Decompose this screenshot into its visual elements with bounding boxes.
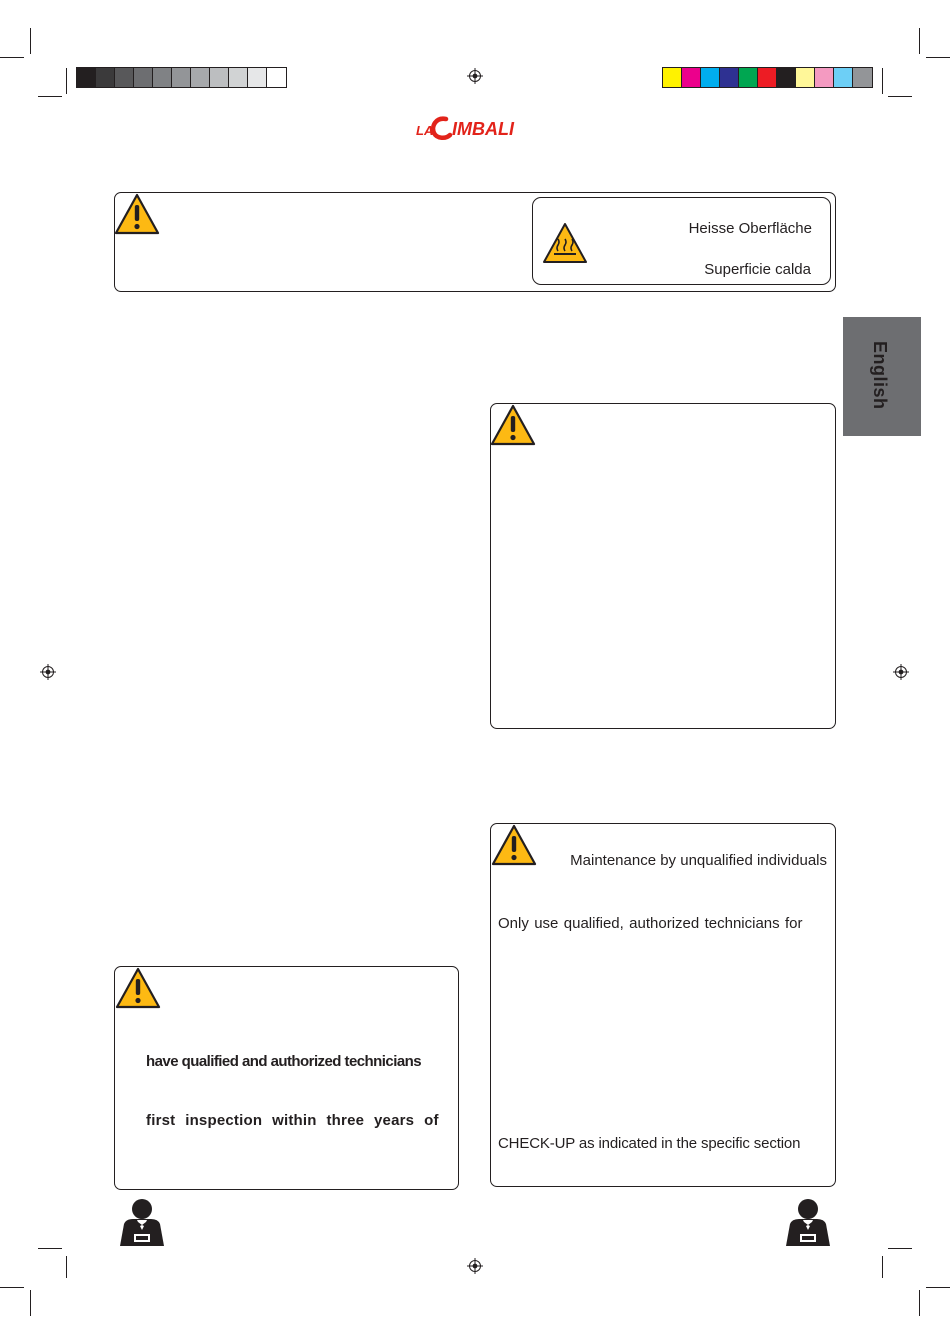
crop-mark	[38, 96, 62, 97]
hot-surface-label-it: Superficie calda	[704, 261, 811, 278]
inspection-warning-line-2: first inspection within three years of	[146, 1112, 439, 1129]
warning-triangle-icon	[115, 967, 161, 1009]
crop-mark	[882, 68, 883, 94]
crop-mark	[926, 1287, 950, 1288]
calibration-swatch	[191, 68, 210, 87]
language-tab[interactable]	[843, 317, 921, 436]
calibration-swatch	[682, 68, 701, 87]
calibration-swatch	[210, 68, 229, 87]
calibration-swatch	[77, 68, 96, 87]
crop-mark	[888, 1248, 912, 1249]
crop-mark	[919, 1290, 920, 1316]
lacimbali-logo	[416, 112, 536, 142]
registration-mark-icon	[893, 664, 909, 680]
calibration-swatch	[172, 68, 191, 87]
calibration-swatch	[815, 68, 834, 87]
calibration-swatch	[229, 68, 248, 87]
calibration-swatch	[153, 68, 172, 87]
maintenance-warning-line-3: CHECK-UP as indicated in the specific section	[498, 1135, 801, 1152]
warning-box	[490, 403, 836, 729]
calibration-swatch	[834, 68, 853, 87]
operator-figure-icon	[782, 1198, 834, 1248]
maintenance-warning-line-2: Only use qualified, authorized technicians for	[498, 915, 803, 932]
crop-mark	[66, 68, 67, 94]
crop-mark	[30, 28, 31, 54]
crop-mark	[0, 57, 24, 58]
warning-triangle-icon	[114, 193, 160, 235]
svg-text:LA: LA	[416, 123, 434, 138]
registration-mark-icon	[467, 1258, 483, 1274]
maintenance-warning-line-1: Maintenance by unqualified individuals	[570, 852, 827, 869]
calibration-swatch	[267, 68, 286, 87]
calibration-swatch	[853, 68, 872, 87]
inspection-warning-line-1: have qualified and authorized technicians	[146, 1053, 422, 1070]
calibration-swatch	[720, 68, 739, 87]
calibration-swatch	[777, 68, 796, 87]
registration-mark-icon	[40, 664, 56, 680]
grayscale-calibration-bar	[76, 67, 287, 88]
crop-mark	[38, 1248, 62, 1249]
calibration-swatch	[663, 68, 682, 87]
crop-mark	[30, 1290, 31, 1316]
calibration-swatch	[248, 68, 267, 87]
warning-triangle-icon	[491, 824, 537, 866]
crop-mark	[66, 1256, 67, 1278]
maintenance-warning-box	[490, 823, 836, 1187]
calibration-swatch	[796, 68, 815, 87]
crop-mark	[926, 57, 950, 58]
operator-figure-icon	[116, 1198, 168, 1248]
calibration-swatch	[739, 68, 758, 87]
crop-mark	[919, 28, 920, 54]
calibration-swatch	[115, 68, 134, 87]
calibration-swatch	[96, 68, 115, 87]
hot-surface-icon	[542, 222, 588, 264]
crop-mark	[888, 96, 912, 97]
crop-mark	[0, 1287, 24, 1288]
crop-mark	[882, 1256, 883, 1278]
calibration-swatch	[701, 68, 720, 87]
warning-triangle-icon	[490, 404, 536, 446]
inspection-warning-box	[114, 966, 459, 1190]
calibration-swatch	[134, 68, 153, 87]
hot-surface-label-de: Heisse Oberfläche	[688, 220, 812, 237]
calibration-swatch	[758, 68, 777, 87]
color-calibration-bar	[662, 67, 873, 88]
registration-mark-icon	[467, 68, 483, 84]
language-tab-label: English	[870, 341, 890, 410]
svg-text:IMBALI: IMBALI	[452, 119, 514, 139]
